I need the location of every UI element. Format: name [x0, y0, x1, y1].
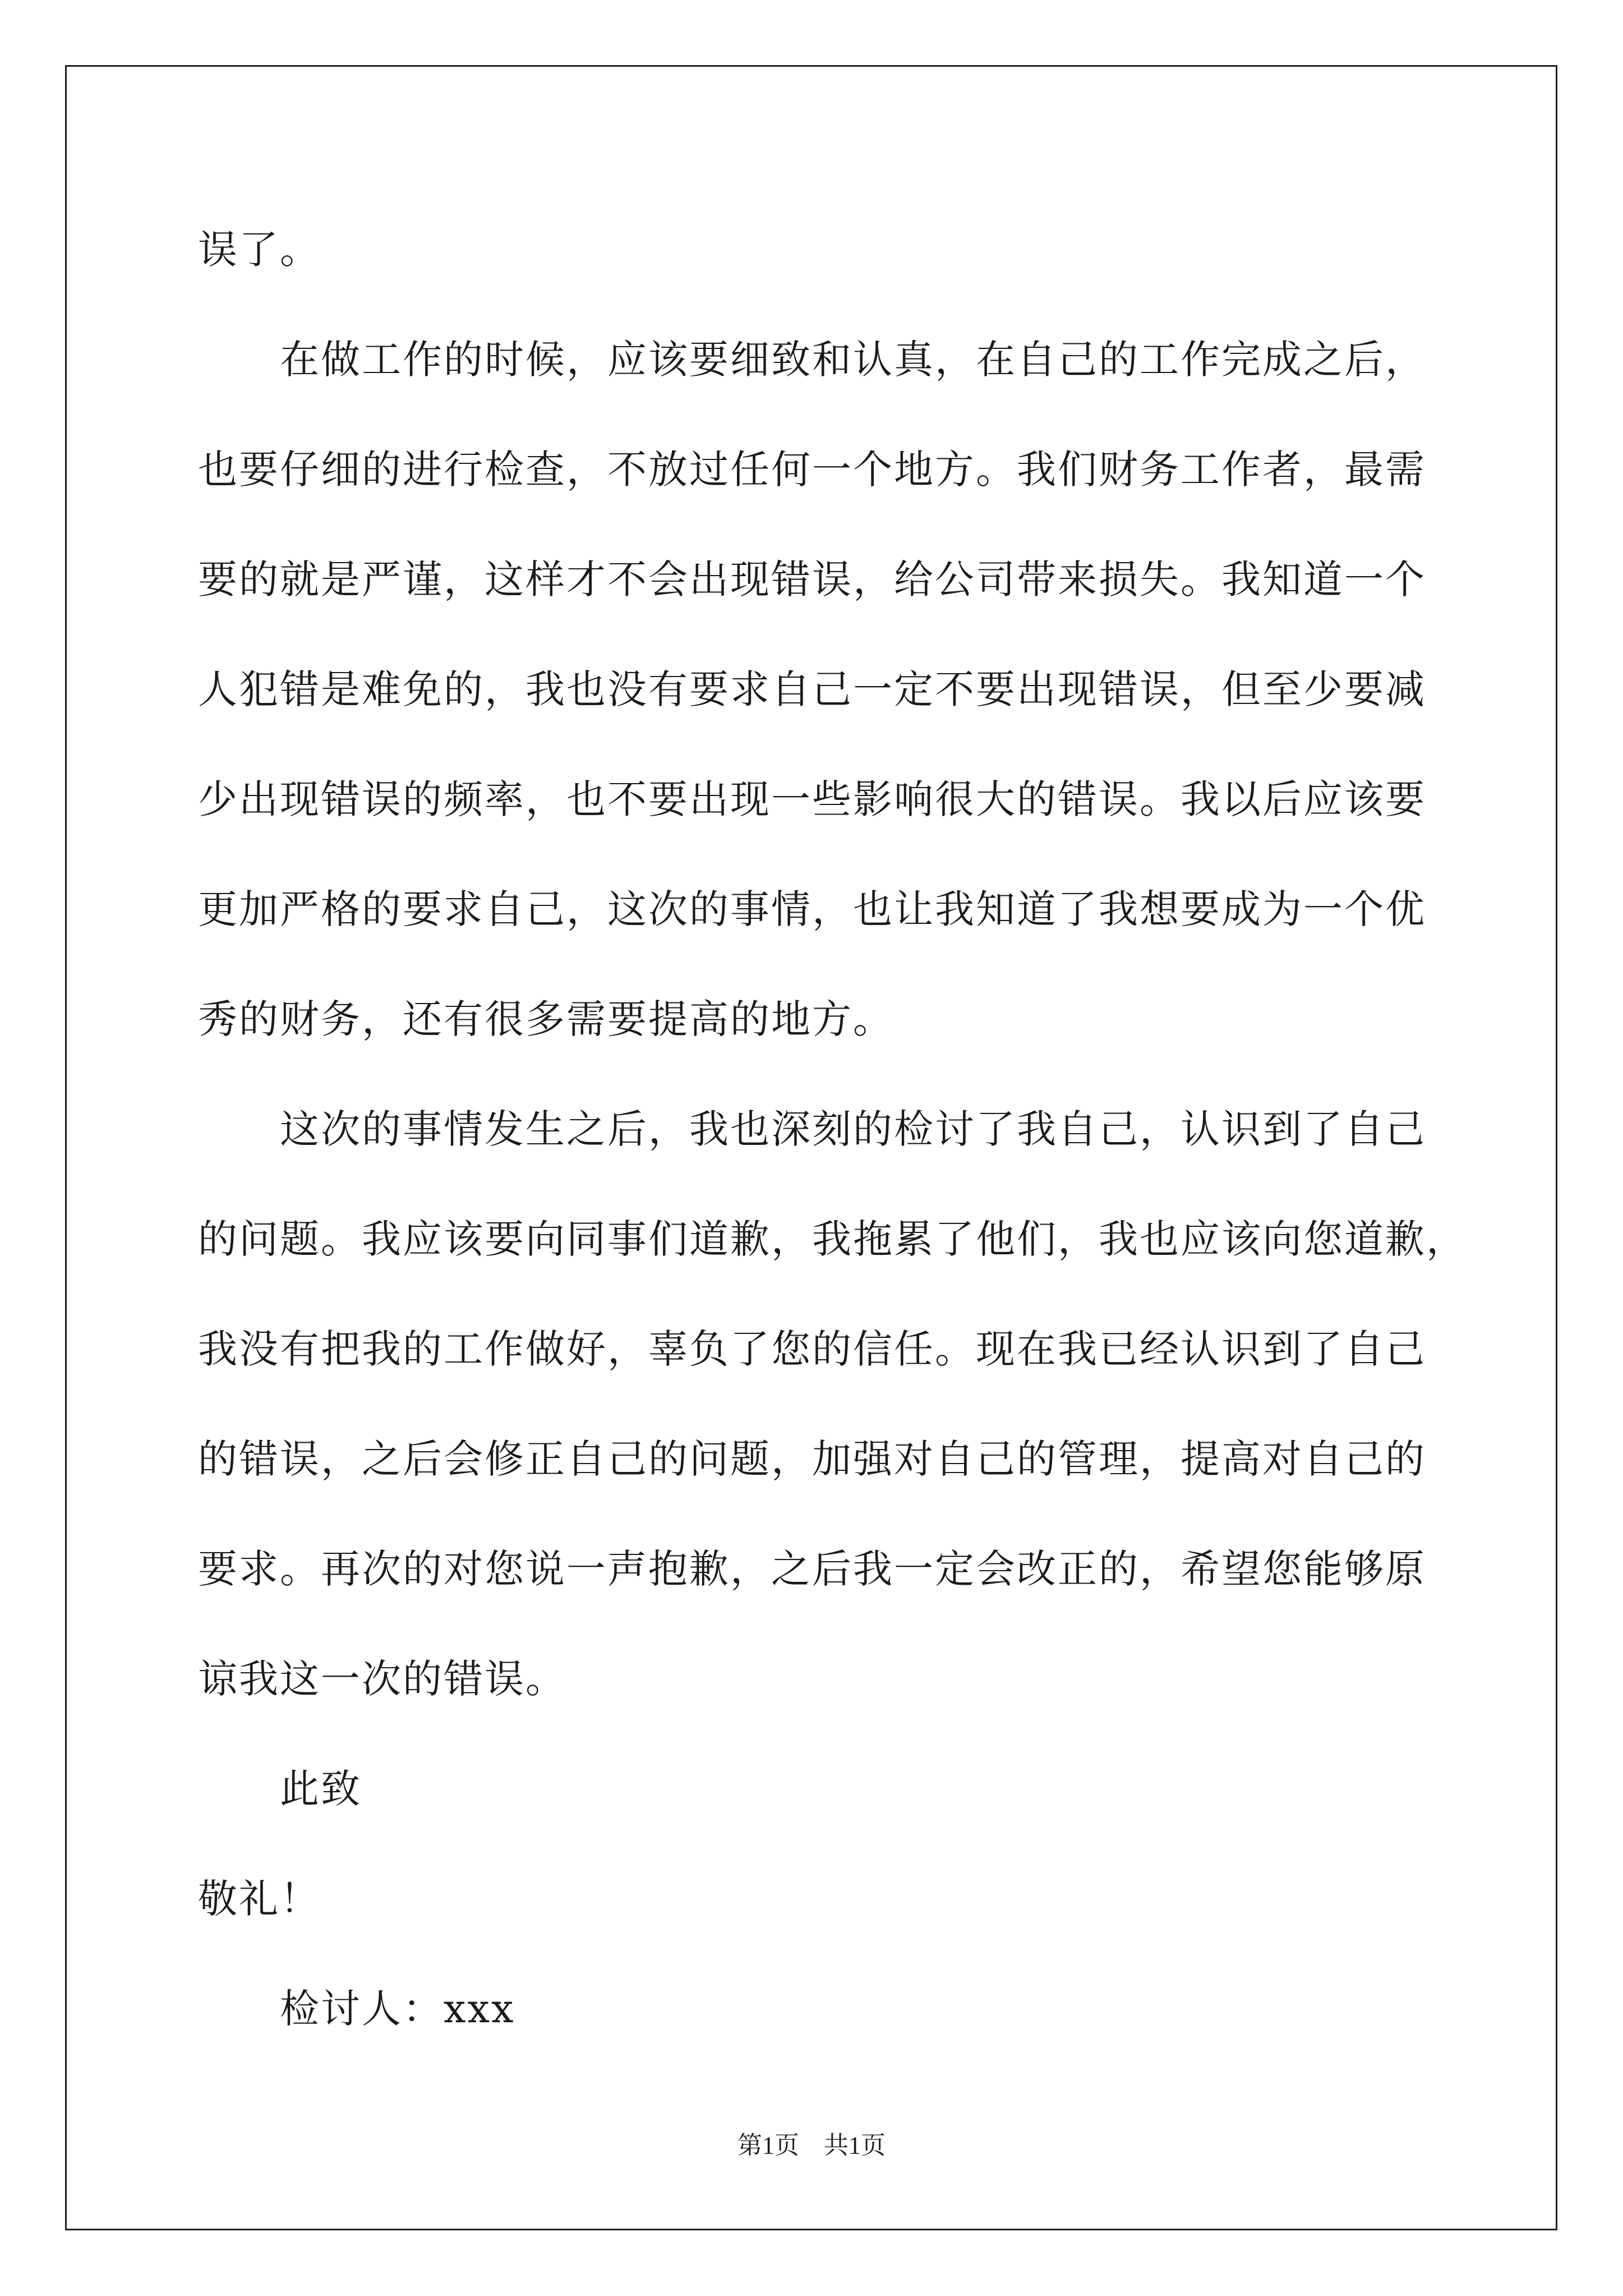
closing-salutation: 此致	[280, 1766, 362, 1812]
text-line: 谅我这一次的错误。	[198, 1656, 566, 1702]
text-line: 误了。	[198, 227, 321, 273]
document-body	[198, 208, 1465, 2077]
signature-line: 检讨人：xxx	[280, 1986, 515, 2032]
text-line: 这次的事情发生之后，我也深刻的检讨了我自己，认识到了自己	[280, 1106, 1426, 1152]
text-line: 我没有把我的工作做好，辜负了您的信任。现在我已经认识到了自己	[198, 1326, 1426, 1372]
closing-respect: 敬礼！	[198, 1876, 321, 1922]
text-line: 秀的财务，还有很多需要提高的地方。	[198, 996, 894, 1042]
text-line: 的问题。我应该要向同事们道歉，我拖累了他们，我也应该向您道歉，	[198, 1216, 1467, 1262]
text-line: 少出现错误的频率，也不要出现一些影响很大的错误。我以后应该要	[198, 776, 1426, 822]
text-line: 要求。再次的对您说一声抱歉，之后我一定会改正的，希望您能够原	[198, 1546, 1426, 1592]
page-footer: 第1页 共1页	[737, 2132, 886, 2159]
text-line: 人犯错是难免的，我也没有要求自己一定不要出现错误，但至少要减	[198, 666, 1426, 712]
text-line: 在做工作的时候，应该要细致和认真，在自己的工作完成之后，	[280, 337, 1426, 383]
text-line: 更加严格的要求自己，这次的事情，也让我知道了我想要成为一个优	[198, 886, 1426, 932]
text-line: 也要仔细的进行检查，不放过任何一个地方。我们财务工作者，最需	[198, 447, 1426, 493]
text-line: 的错误，之后会修正自己的问题，加强对自己的管理，提高对自己的	[198, 1436, 1426, 1482]
text-line: 要的就是严谨，这样才不会出现错误，给公司带来损失。我知道一个	[198, 556, 1426, 602]
